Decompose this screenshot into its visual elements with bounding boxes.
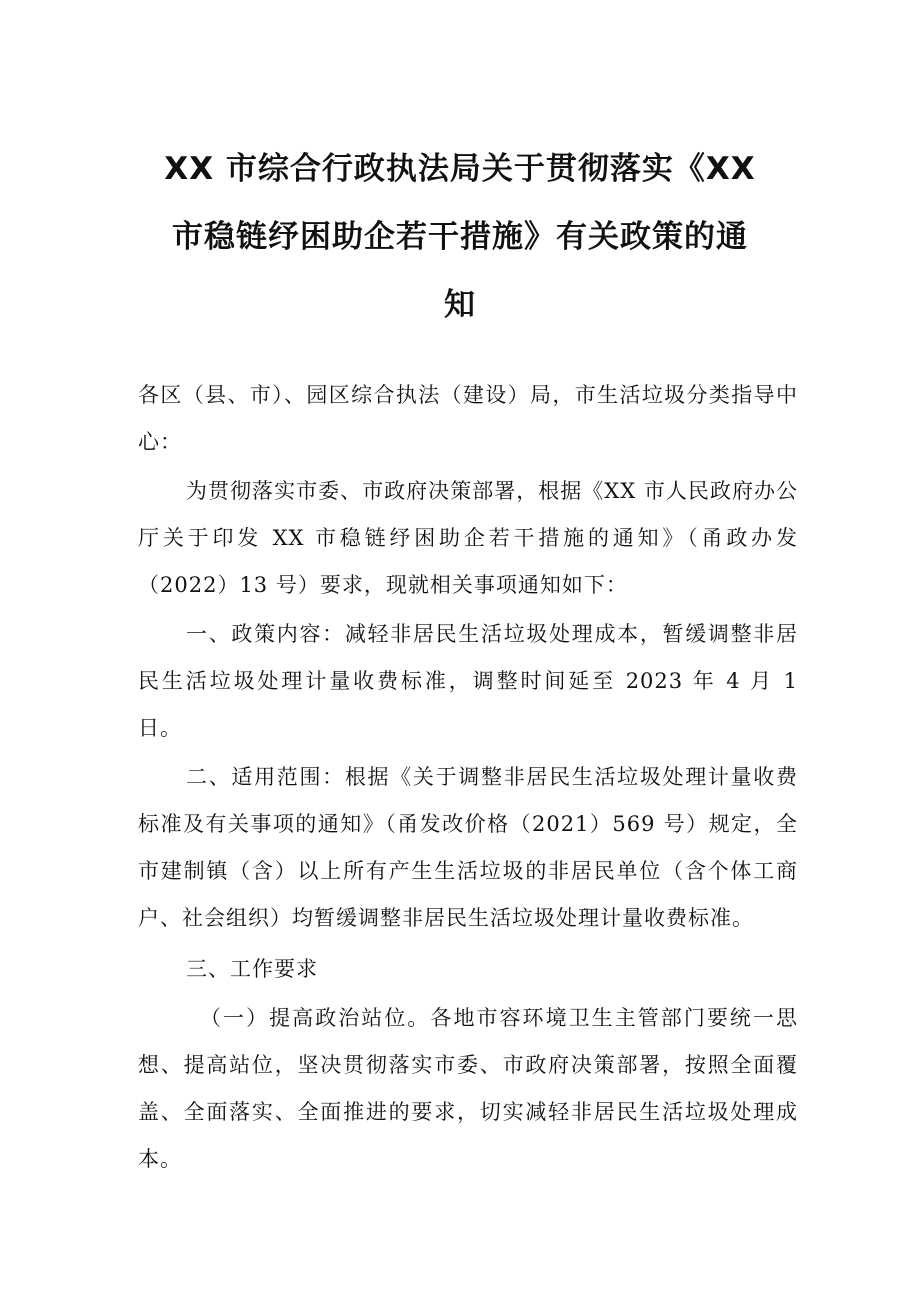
section-2-scope: 二、适用范围：根据《关于调整非居民生活垃圾处理计量收费标准及有关事项的通知》（甬发改价格（2021）569 号）规定，全市建制镇（含）以上所有产生生活垃圾的非居民单位（含个体工商户、社会组织）均暂缓调整非居民生活垃圾处理计量收费标准。 xyxy=(138,765,798,930)
intro-paragraph: 为贯彻落实市委、市政府决策部署，根据《XX 市人民政府办公厅关于印发 XX 市稳链纾困助企若干措施的通知》（甬政办发（2022）13 号）要求，现就相关事项通知如下： xyxy=(138,479,798,597)
title-line-3: 知 xyxy=(444,287,476,323)
document-body xyxy=(138,372,798,1183)
section-3-heading: 三、工作要求 xyxy=(186,957,318,981)
title-line-2: 市稳链纾困助企若干措施》有关政策的通 xyxy=(172,219,748,255)
document-title xyxy=(130,135,790,339)
addressee: 各区（县、市）、园区综合执法（建设）局，市生活垃圾分类指导中心： xyxy=(138,383,798,454)
section-1-policy-content: 一、政策内容：减轻非居民生活垃圾处理成本，暂缓调整非居民生活垃圾处理计量收费标准，调整时间延至 2023 年 4 月 1 日。 xyxy=(138,622,798,740)
section-3-item-1: （一）提高政治站位。各地市容环境卫生主管部门要统一思想、提高站位，坚决贯彻落实市委、市政府决策部署，按照全面覆盖、全面落实、全面推进的要求，切实减轻非居民生活垃圾处理成本。 xyxy=(138,1006,798,1171)
title-line-1: XX 市综合行政执法局关于贯彻落实《XX xyxy=(164,151,756,187)
